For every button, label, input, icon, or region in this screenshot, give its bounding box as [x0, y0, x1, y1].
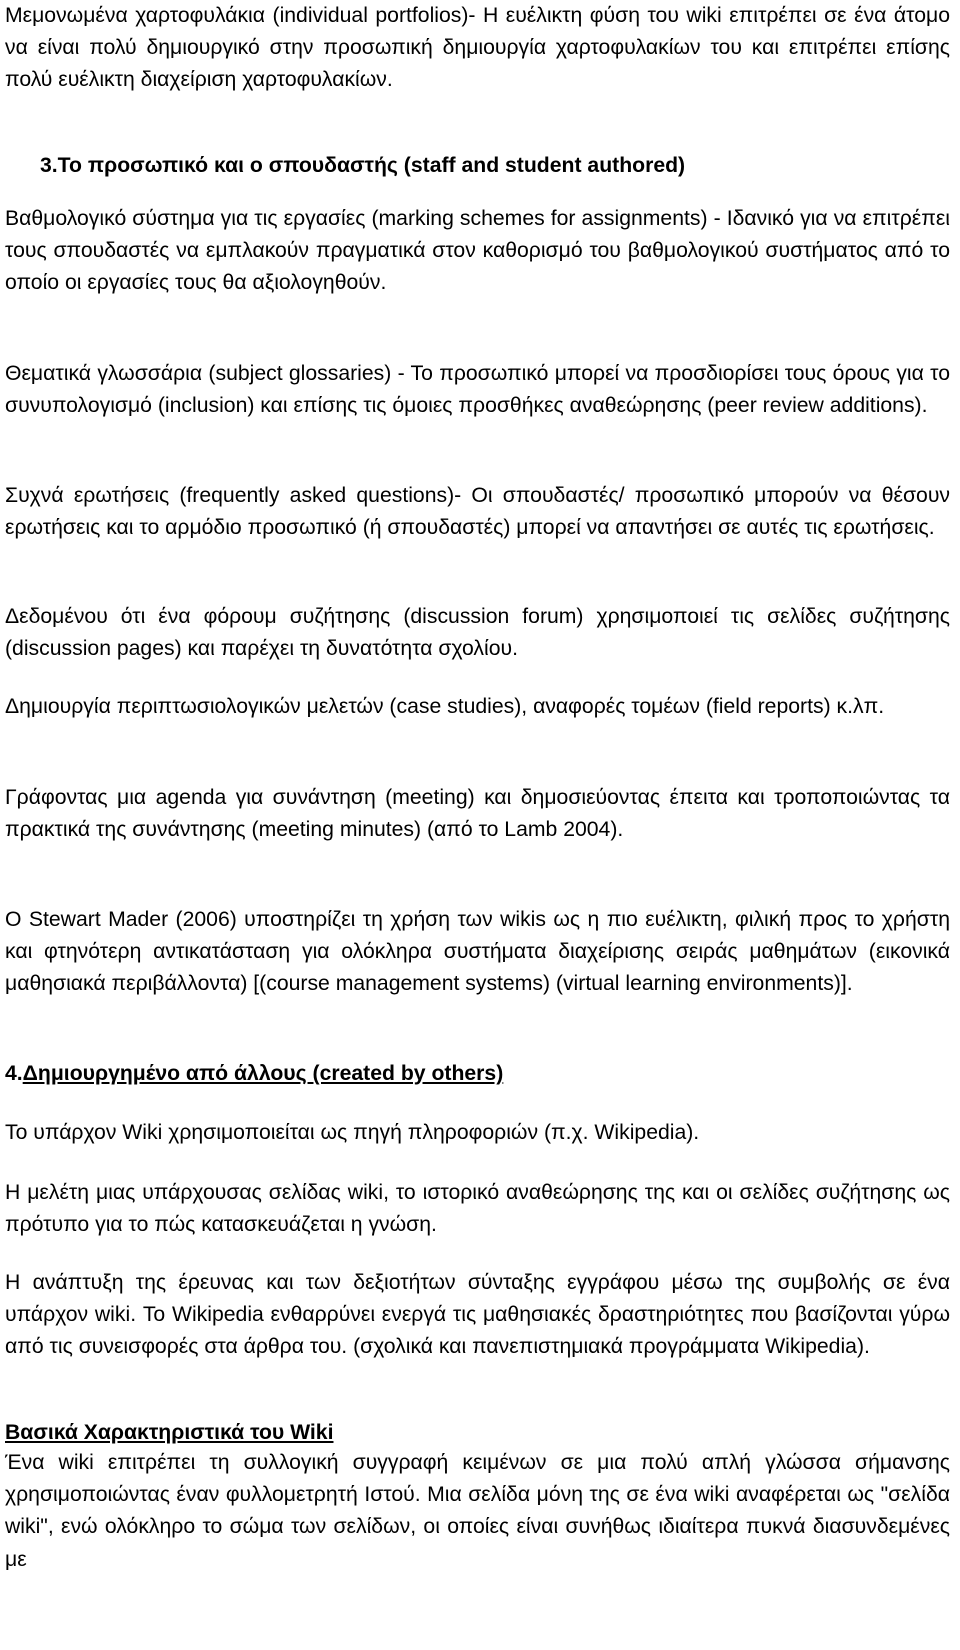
paragraph-research-skills: Η ανάπτυξη της έρευνας και των δεξιοτήτων σύνταξης εγγράφου μέσω της συμβολής σε ένα υπάρχον wiki. Το Wikipedia ενθαρρύνει ενεργά τις μαθησιακές δραστηριότητες που βασίζονται γύρω από τις συνεισφορές στα άρθρα του. (σχολικά και πανεπιστημιακά προγράμματα Wikipedia).	[5, 1271, 950, 1359]
paragraph-wiki-features: Ένα wiki επιτρέπει τη συλλογική συγγραφή κειμένων σε μια πολύ απλή γλώσσα σήμανσης χρησιμοποιώντας έναν φυλλομετρητή Ιστού. Μια σελίδα μόνη της σε ένα wiki αναφέρεται ως "σελίδα wiki", ενώ ολόκληρο το σώμα των σελίδων, οι οποίες είναι συνήθως ιδιαίτερα πυκνά διασυνδεμένες με	[5, 1451, 950, 1571]
intro-paragraph: Μεμονωμένα χαρτοφυλάκια (individual portfolios)- Η ευέλικτη φύση του wiki επιτρέπει σε ένα άτομο να είναι πολύ δημιουργικό στην προσωπική δημιουργία χαρτοφυλακίων του και επιτρέπει επίσης πολύ ευέλικτη διαχείριση χαρτοφυλακίων.	[5, 4, 950, 92]
section-4-number: 4.	[5, 1062, 23, 1085]
paragraph-study-wiki-page: Η μελέτη μιας υπάρχουσας σελίδας wiki, το ιστορικό αναθεώρησης της και οι σελίδες συζήτησης ως πρότυπο για το πώς κατασκευάζεται η γνώση.	[5, 1181, 950, 1237]
paragraph-discussion-forum: Δεδομένου ότι ένα φόρουμ συζήτησης (discussion forum) χρησιμοποιεί τις σελίδες συζήτησης (discussion pages) και παρέχει τη δυνατότητα σχολίου.	[5, 605, 950, 661]
paragraph-marking-schemes: Βαθμολογικό σύστημα για τις εργασίες (marking schemes for assignments) - Ιδανικό για να επιτρέπει τους σπουδαστές να εμπλακούν πραγματικά στον καθορισμό του βαθμολογικού συστήματος από το οποίο οι εργασίες τους θα αξιολογηθούν.	[5, 207, 950, 295]
paragraph-stewart-mader: O Stewart Mader (2006) υποστηρίζει τη χρήση των wikis ως η πιο ευέλικτη, φιλική προς το χρήστη και φτηνότερη αντικατάσταση για ολόκληρα συστήματα διαχείρισης σειράς μαθημάτων (εικονικά μαθησιακά περιβάλλοντα) [(course management systems) (virtual learning environments)].	[5, 908, 950, 996]
paragraph-case-studies: Δημιουργία περιπτωσιολογικών μελετών (case studies), αναφορές τομέων (field reports) κ.λπ.	[5, 695, 885, 718]
paragraph-subject-glossaries: Θεματικά γλωσσάρια (subject glossaries) - Το προσωπικό μπορεί να προσδιορίσει τους όρους για το συνυπολογισμό (inclusion) και επίσης τις όμοιες προσθήκες αναθεώρησης (peer review additions).	[5, 362, 950, 418]
paragraph-existing-wiki: Το υπάρχον Wiki χρησιμοποιείται ως πηγή πληροφοριών (π.χ. Wikipedia).	[5, 1121, 700, 1144]
section-3-heading: 3.Το προσωπικό και ο σπουδαστής (staff and student authored)	[40, 154, 686, 177]
features-heading	[5, 1417, 950, 1449]
section-4-heading	[5, 1058, 950, 1090]
paragraph-faq: Συχνά ερωτήσεις (frequently asked questions)- Οι σπουδαστές/ προσωπικό μπορούν να θέσουν ερωτήσεις και το αρμόδιο προσωπικό (ή σπουδαστές) μπορεί να απαντήσει σε αυτές τις ερωτήσεις.	[5, 484, 950, 540]
features-heading-text: Βασικά Χαρακτηριστικά του Wiki	[5, 1421, 334, 1444]
section-4-title: Δημιουργημένο από άλλους (created by others)	[22, 1062, 504, 1085]
paragraph-meeting-agenda: Γράφοντας μια agenda για συνάντηση (meeting) και δημοσιεύοντας έπειτα και τροποποιώντας τα πρακτικά της συνάντησης (meeting minutes) (από το Lamb 2004).	[5, 786, 950, 842]
